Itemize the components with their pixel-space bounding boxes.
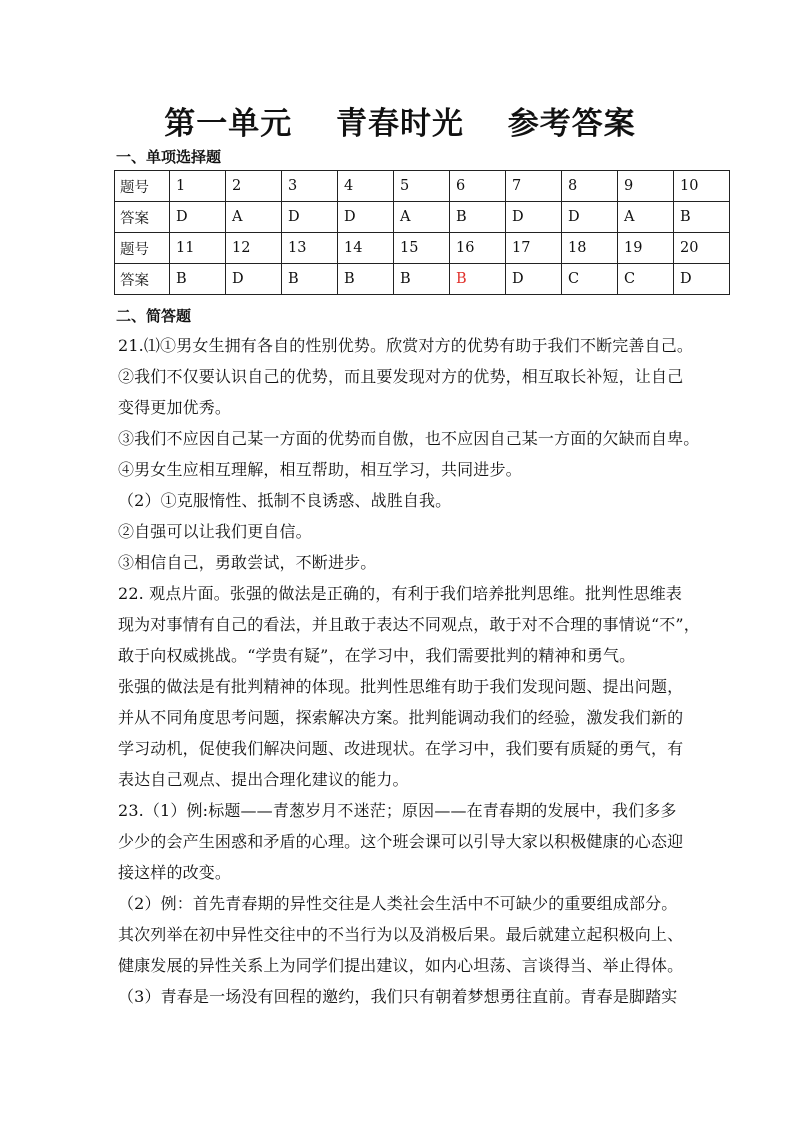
table-cell: 14 xyxy=(338,233,394,264)
table-cell: 19 xyxy=(618,233,674,264)
table-cell: 11 xyxy=(170,233,226,264)
table-cell: D xyxy=(282,202,338,233)
answer-line: 21.⑴①男女生拥有各自的性别优势。欣赏对方的优势有助于我们不断完善自己。 xyxy=(118,336,693,355)
table-cell: D xyxy=(226,264,282,295)
answer-line: 22. 观点片面。张强的做法是正确的，有利于我们培养批判思维。批判性思维表 xyxy=(118,584,683,603)
table-cell: B xyxy=(282,264,338,295)
answer-line: 现为对事情有自己的看法，并且敢于表达不同观点，敢于对不合理的事情说“不”， xyxy=(118,615,700,634)
table-cell: 8 xyxy=(562,171,618,202)
table-cell: D xyxy=(506,264,562,295)
table-cell: 16 xyxy=(450,233,506,264)
table-cell: B xyxy=(674,202,730,233)
table-cell: B xyxy=(338,264,394,295)
table-cell: 7 xyxy=(506,171,562,202)
answer-table xyxy=(114,170,730,295)
answer-line: 其次列举在初中异性交往中的不当行为以及消极后果。最后就建立起积极向上、 xyxy=(118,925,684,944)
table-cell: B xyxy=(394,264,450,295)
answer-line: 表达自己观点、提出合理化建议的能力。 xyxy=(118,770,409,789)
table-cell: 13 xyxy=(282,233,338,264)
answer-line: 变得更加优秀。 xyxy=(118,398,232,417)
answer-line: ③相信自己，勇敢尝试，不断进步。 xyxy=(118,553,377,572)
table-cell: D xyxy=(170,202,226,233)
answer-line: 健康发展的异性关系上为同学们提出建议，如内心坦荡、言谈得当、举止得体。 xyxy=(118,956,684,975)
table-cell: 20 xyxy=(674,233,730,264)
table-row xyxy=(115,264,730,295)
answer-line: （3）青春是一场没有回程的邀约，我们只有朝着梦想勇往直前。青春是脚踏实 xyxy=(118,987,678,1006)
table-row xyxy=(115,233,730,264)
answer-line: （2）①克服惰性、抵制不良诱惑、战胜自我。 xyxy=(118,491,452,510)
table-cell: 10 xyxy=(674,171,730,202)
row-label: 题号 xyxy=(115,233,170,264)
answer-line: ③我们不应因自己某一方面的优势而自傲，也不应因自己某一方面的欠缺而自卑。 xyxy=(118,429,700,448)
table-row xyxy=(115,202,730,233)
table-cell: D xyxy=(338,202,394,233)
answer-line: 敢于向权威挑战。“学贵有疑”，在学习中，我们需要批判的精神和勇气。 xyxy=(118,646,636,665)
table-cell: D xyxy=(674,264,730,295)
row-label: 题号 xyxy=(115,171,170,202)
answer-line: 接这样的改变。 xyxy=(118,863,232,882)
answer-line: 张强的做法是有批判精神的体现。批判性思维有助于我们发现问题、提出问题， xyxy=(118,677,684,696)
answer-line: ②自强可以让我们更自信。 xyxy=(118,522,312,541)
answer-line: 并从不同角度思考问题，探索解决方案。批判能调动我们的经验，激发我们新的 xyxy=(118,708,684,727)
table-cell: 9 xyxy=(618,171,674,202)
table-cell: 4 xyxy=(338,171,394,202)
section-heading-choice: 一、单项选择题 xyxy=(116,148,222,166)
table-cell: B xyxy=(450,202,506,233)
table-cell: A xyxy=(618,202,674,233)
page-title: 第一单元 青春时光 参考答案 xyxy=(164,106,636,142)
table-cell: 3 xyxy=(282,171,338,202)
answer-line: 少少的会产生困惑和矛盾的心理。这个班会课可以引导大家以积极健康的心态迎 xyxy=(118,832,684,851)
answer-line: （2）例：首先青春期的异性交往是人类社会生活中不可缺少的重要组成部分。 xyxy=(118,894,678,913)
table-cell: D xyxy=(562,202,618,233)
table-cell: B xyxy=(170,264,226,295)
table-row xyxy=(115,171,730,202)
table-cell: 15 xyxy=(394,233,450,264)
table-cell: 18 xyxy=(562,233,618,264)
row-label: 答案 xyxy=(115,202,170,233)
table-cell: 2 xyxy=(226,171,282,202)
table-cell: 12 xyxy=(226,233,282,264)
answer-line: ②我们不仅要认识自己的优势，而且要发现对方的优势，相互取长补短，让自己 xyxy=(118,367,684,386)
answer-line: 23.（1）例:标题——青葱岁月不迷茫；原因——在青春期的发展中，我们多多 xyxy=(118,801,677,820)
answer-line: 学习动机，促使我们解决问题、改进现状。在学习中，我们要有质疑的勇气，有 xyxy=(118,739,684,758)
row-label: 答案 xyxy=(115,264,170,295)
table-cell: 1 xyxy=(170,171,226,202)
table-cell-highlighted: B xyxy=(450,264,506,295)
table-cell: A xyxy=(394,202,450,233)
table-cell: 17 xyxy=(506,233,562,264)
answer-body xyxy=(118,330,698,1012)
table-cell: D xyxy=(506,202,562,233)
table-cell: 6 xyxy=(450,171,506,202)
table-cell: 5 xyxy=(394,171,450,202)
table-cell: A xyxy=(226,202,282,233)
section-heading-short-answer: 二、简答题 xyxy=(116,307,192,325)
table-cell: C xyxy=(618,264,674,295)
answer-line: ④男女生应相互理解，相互帮助，相互学习，共同进步。 xyxy=(118,460,522,479)
table-cell: C xyxy=(562,264,618,295)
